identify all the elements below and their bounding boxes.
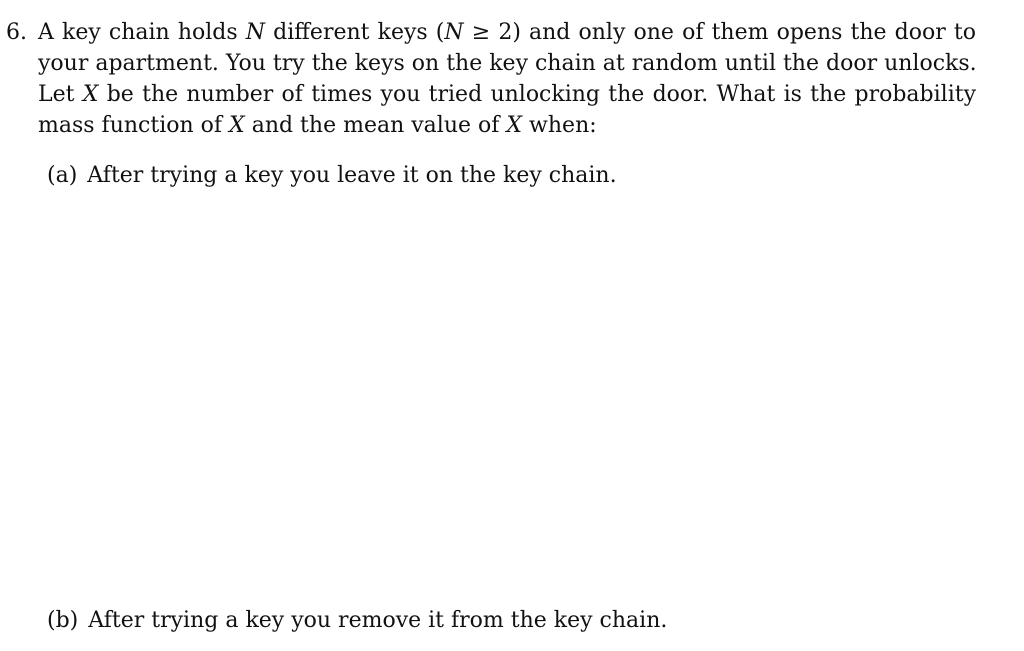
math-variable-x: X: [82, 82, 99, 107]
statement-line-3: [38, 79, 976, 110]
text-segment: Let: [38, 82, 83, 107]
math-variable-n: N: [245, 20, 266, 45]
text-segment: ≥ 2) and only one of them opens the door to: [463, 20, 976, 45]
part-b-label: (b): [47, 608, 79, 633]
text-segment: different keys (: [265, 20, 445, 45]
text-segment: and the mean value of: [244, 113, 507, 138]
problem-statement: [38, 17, 976, 141]
statement-line-1: [38, 17, 976, 48]
part-b: [47, 605, 667, 636]
text-segment: be the number of times you tried unlocking the door. What is the probability: [98, 82, 977, 107]
part-a-label: (a): [47, 163, 78, 188]
math-variable-x: X: [229, 113, 245, 138]
text-segment: mass function of: [38, 113, 230, 138]
text-segment: A key chain holds: [38, 20, 246, 45]
part-b-text: After trying a key you remove it from the key chain.: [88, 608, 668, 633]
math-variable-n: N: [444, 20, 464, 45]
math-variable-x: X: [506, 113, 523, 138]
statement-line-4: [38, 110, 976, 141]
part-a-text: After trying a key you leave it on the key chain.: [87, 163, 617, 188]
part-a: [47, 160, 617, 191]
text-segment: when:: [522, 113, 597, 138]
statement-line-2: [38, 48, 976, 79]
problem-number: 6.: [6, 20, 27, 45]
text-segment: your apartment. You try the keys on the key chain at random until the door unlocks.: [38, 51, 977, 76]
